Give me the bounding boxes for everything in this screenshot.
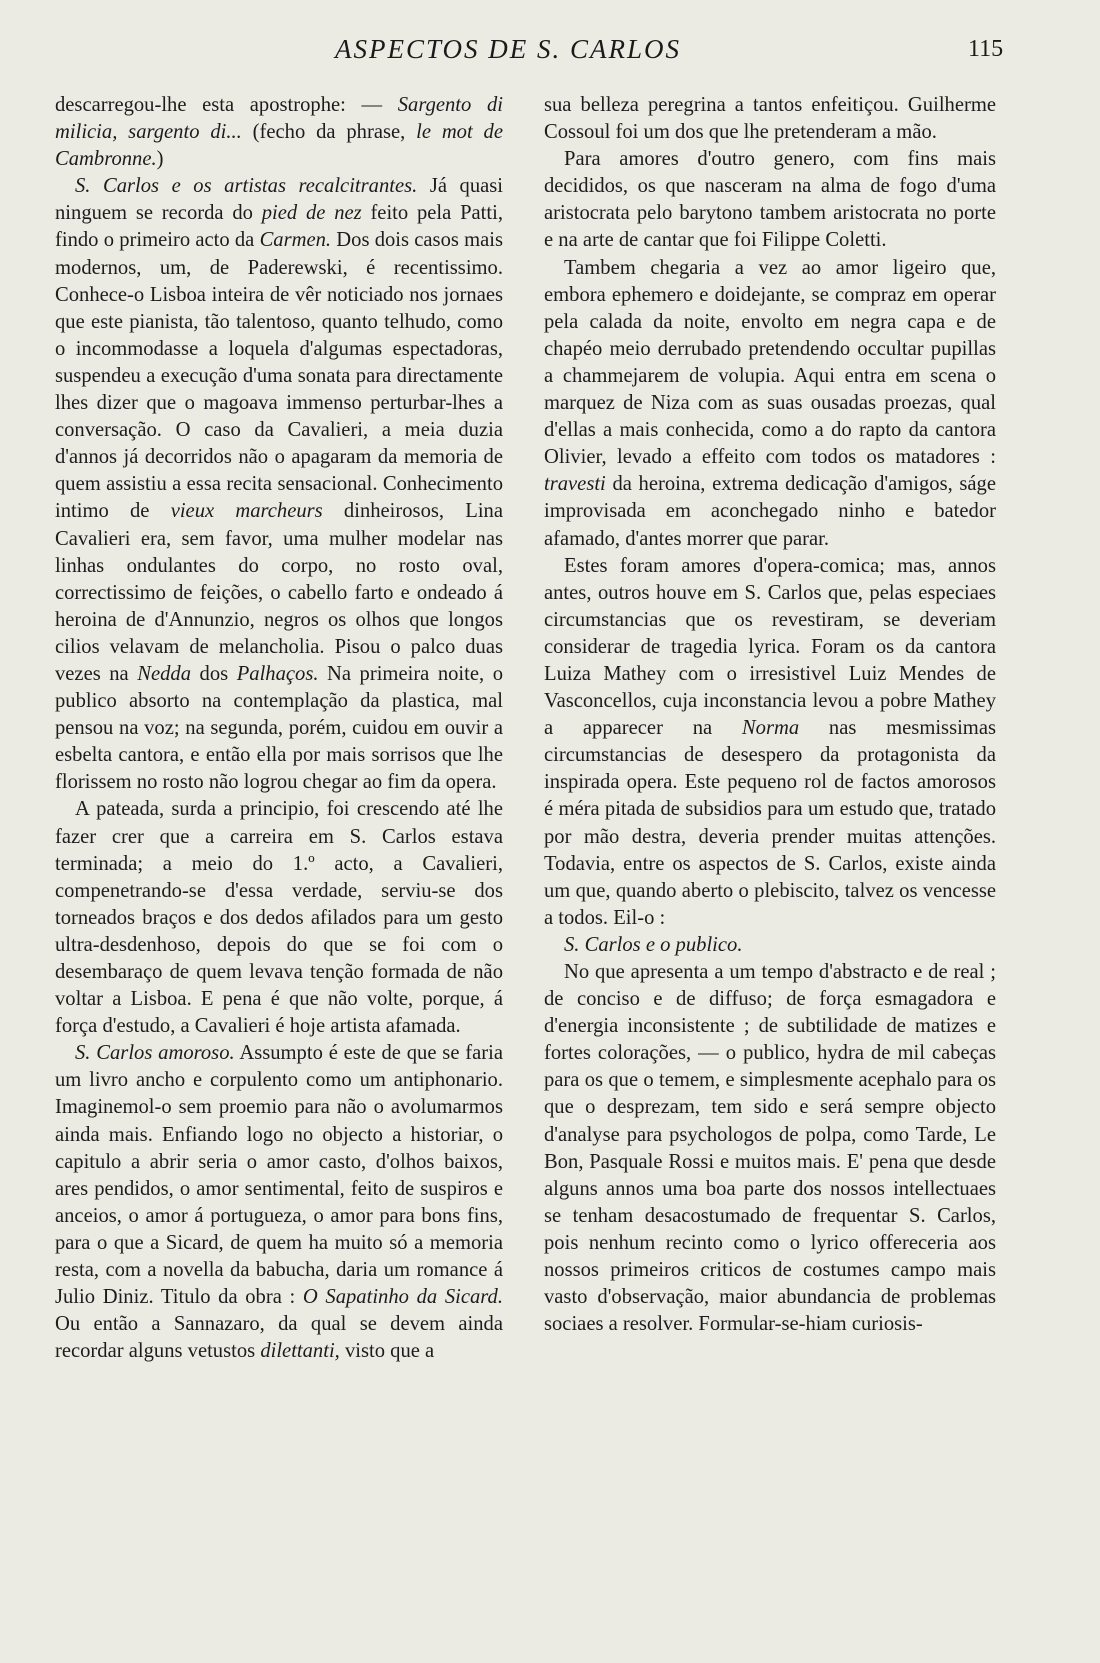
paragraph: A pateada, surda a principio, foi crescendo até lhe fazer crer que a carreira em S. Carlos estava terminada; a meio do 1.º acto, a Cavalieri, compenetrando-se d'essa verdade, serviu-se dos torneados braços e dos dedos afilados para um gesto ultra-desdenhoso, depois do que se foi com o desembaraço de quem levava tenção formada de não voltar a Lisboa. E pena é que não volte, porque, á força d'estudo, a Cavalieri é hoje artista afamada. xyxy=(55,798,503,1038)
left-column xyxy=(55,92,503,1365)
paragraph: No que apresenta a um tempo d'abstracto e de real ; de conciso e de diffuso; de força esmagadora e d'energia inconsistente ; de subtilidade de matizes e fortes colorações, — o publico, hydra de mil cabeças para os que o temem, e simplesmente acephalo para os que o desprezam, tem sido e será sempre objecto d'analyse para psychologos de polpa, como Tarde, Le Bon, Pasquale Rossi e muitos mais. E' pena que desde alguns annos uma boa parte dos nossos intellectuaes se tenham desacostumado de frequentar S. Carlos, pois nenhum recinto como o lyrico offereceria aos nossos primeiros criticos de costumes campo mais vasto d'observação, maior abundancia de problemas sociaes a resolver. Formular-se-hiam curiosis- xyxy=(544,961,996,1336)
page-header xyxy=(0,30,1100,70)
section-heading: S. Carlos e os artistas recalcitrantes. xyxy=(75,175,418,198)
page-number: 115 xyxy=(968,36,1004,62)
paragraph: S. Carlos e os artistas recalcitrantes. Já quasi ninguem se recorda do pied de nez feito pela Patti, findo o primeiro acto da Carmen. Dos dois casos mais modernos, um, de Paderewski, é recentissimo. Conhece-o Lisboa inteira de vêr noticiado nos jornaes que este pianista, tão talentoso, quanto telhudo, como o incommodasse a loquela d'algumas espectadoras, suspendeu a execução d'uma sonata para directamente lhes dizer que o magoava immenso perturbar-lhes a conversação. O caso da Cavalieri, a meia duzia d'annos já decorridos não o apagaram da memoria de quem assistiu a essa recita sensacional. Conhecimento intimo de vieux marcheurs dinheirosos, Lina Cavalieri era, sem favor, uma mulher modelar nas linhas ondulantes do corpo, no rosto oval, correctissimo de feições, o cabello farto e ondeado á heroina de d'Annunzio, negros os olhos que longos cilios velavam de melancholia. Pisou o palco duas vezes na Nedda dos Palhaços. Na primeira noite, o publico absorto na contemplação da plastica, mal pensou na voz; na segunda, porém, cuidou em ouvir a esbelta cantora, e então ella por mais sorrisos que lhe florissem no rosto não logrou chegar ao fim da opera. xyxy=(55,175,503,794)
paragraph: Para amores d'outro genero, com fins mais decididos, os que nasceram na alma de fogo d'uma aristocrata pelo barytono tambem aristocrata no porte e na arte de cantar que foi Filippe Coletti. xyxy=(544,148,996,252)
paragraph: S. Carlos amoroso. Assumpto é este de que se faria um livro ancho e corpulento como um antiphonario. Imaginemol-o sem proemio para não o avolumarmos ainda mais. Enfiando logo no objecto a historiar, o capitulo a abrir seria o amor casto, d'olhos baixos, ares pendidos, o amor sentimental, feito de suspiros e anceios, o amor á portugueza, o amor para bons fins, para o que a Sicard, de quem ha muito só a memoria resta, com a novella da babucha, daria um romance á Julio Diniz. Titulo da obra : O Sapatinho da Sicard. Ou então a Sannazaro, da qual se devem ainda recordar alguns vetustos dilettanti, visto que a xyxy=(55,1042,504,1363)
right-column xyxy=(544,92,996,1338)
paragraph: Estes foram amores d'opera-comica; mas, annos antes, outros houve em S. Carlos que, pelas especiaes circumstancias que os revestiram, se deveriam considerar de tragedia lyrica. Foram os da cantora Luiza Mathey com o irresistivel Luiz Mendes de Vasconcellos, cuja inconstancia levou a pobre Mathey a apparecer na Norma nas mesmissimas circumstancias de desespero da protagonista da inspirada opera. Este pequeno rol de factos amorosos é méra pitada de subsidios para um estudo que, tratado por mão destra, deveria prender muitas attenções. Todavia, entre os aspectos de S. Carlos, existe ainda um que, quando aberto o plebiscito, talvez os vencesse a todos. Eil-o : xyxy=(544,554,996,929)
paragraph: sua belleza peregrina a tantos enfeitiçou. Guilherme Cossoul foi um dos que lhe pretenderam a mão. xyxy=(544,94,996,144)
paragraph: descarregou-lhe esta apostrophe: — Sargento di milicia, sargento di... (fecho da phrase, le mot de Cambronne.) xyxy=(55,94,503,171)
section-heading: S. Carlos e o publico. xyxy=(564,933,743,956)
paragraph: Tambem chegaria a vez ao amor ligeiro que, embora ephemero e doidejante, se compraz em operar pela calada da noite, envolto em negra capa e de chapéo meio derrubado pretendendo occultar pupillas a chammejarem de volupia. Aqui entra em scena o marquez de Niza com as suas ousadas proezas, qual d'ellas a mais conhecida, como a do rapto da cantora Olivier, levado a effeito com todos os matadores : travesti da heroina, extrema dedicação d'amigos, ságe improvisada em aconchegado ninho e batedor afamado, d'antes morrer que parar. xyxy=(544,256,996,550)
running-title: ASPECTOS DE S. CARLOS xyxy=(335,34,682,64)
section-heading: S. Carlos amoroso. xyxy=(75,1042,235,1065)
